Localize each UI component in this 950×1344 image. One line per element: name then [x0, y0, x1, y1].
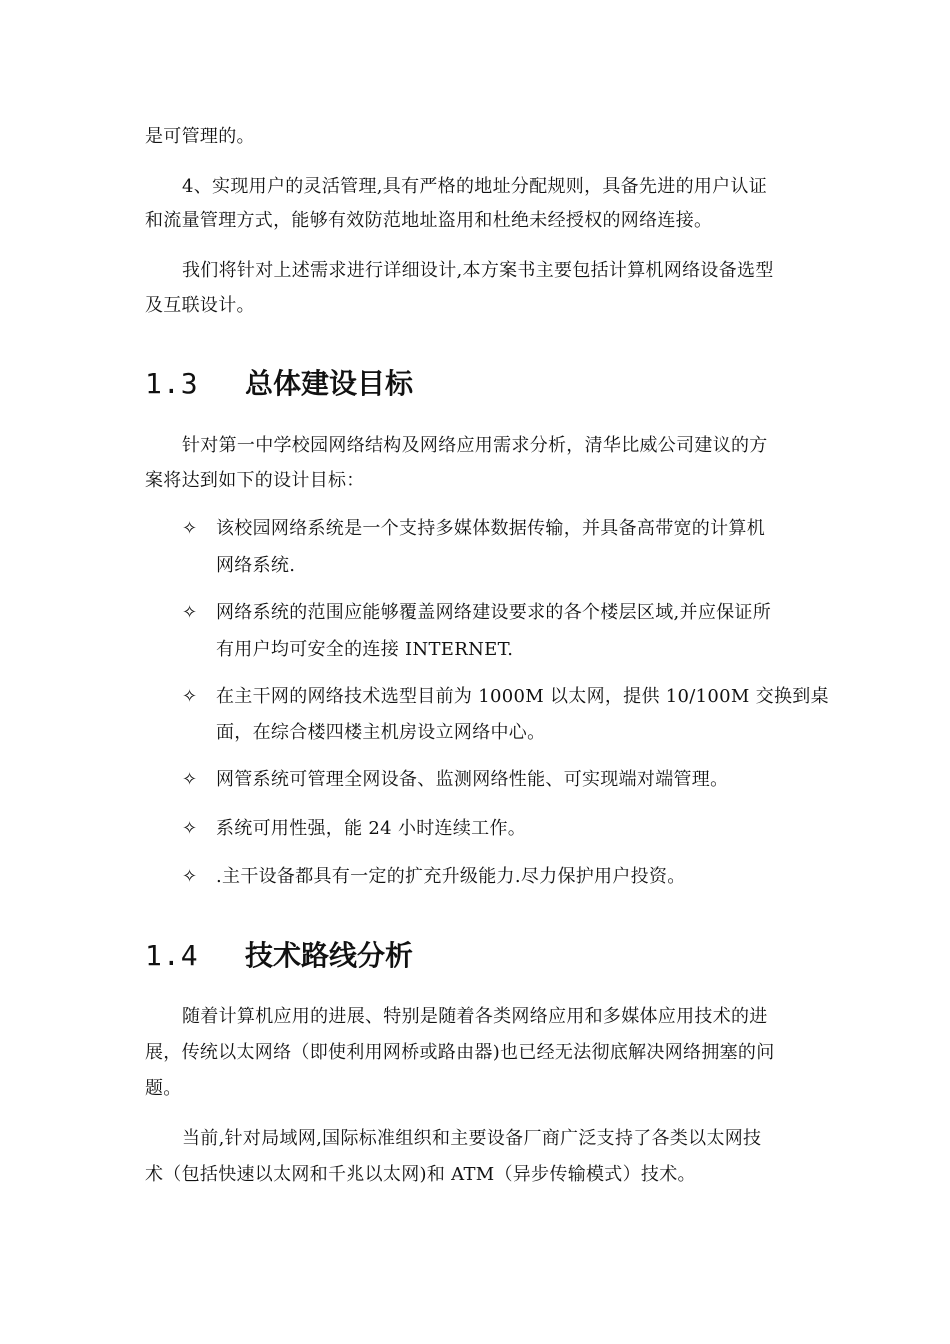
bullet-icon: ✧	[182, 686, 198, 707]
bullet-icon: ✧	[182, 866, 198, 887]
paragraph-plan-line-2: 及互联设计。	[145, 295, 255, 316]
bullet-1-line-2: 网络系统.	[216, 555, 296, 576]
paragraph-plan-line-1: 我们将针对上述需求进行详细设计,本方案书主要包括计算机网络设备选型	[182, 260, 774, 281]
section-1-4-para-1-line-2: 展，传统以太网络（即使利用网桥或路由器)也已经无法彻底解决网络拥塞的问	[145, 1042, 775, 1063]
section-1-4-para-2-line-1: 当前,针对局域网,国际标准组织和主要设备厂商广泛支持了各类以太网技	[182, 1128, 762, 1149]
paragraph-4-line-1: 4、实现用户的灵活管理,具有严格的地址分配规则，具备先进的用户认证	[182, 176, 768, 197]
section-title: 技术路线分析	[245, 939, 414, 972]
bullet-5-line-1: 系统可用性强，能 24 小时连续工作。	[216, 818, 527, 839]
paragraph-continuation-line: 是可管理的。	[145, 126, 255, 147]
bullet-1-line-1: 该校园网络系统是一个支持多媒体数据传输，并具备高带宽的计算机	[216, 518, 765, 539]
section-1-4-para-1-line-3: 题。	[145, 1078, 182, 1099]
bullet-4-line-1: 网管系统可管理全网设备、监测网络性能、可实现端对端管理。	[216, 769, 729, 790]
section-1-3-intro-line-2: 案将达到如下的设计目标：	[145, 470, 365, 491]
bullet-2-line-2: 有用户均可安全的连接 INTERNET.	[216, 639, 514, 660]
bullet-3-line-1: 在主干网的网络技术选型目前为 1000M 以太网，提供 10/100M 交换到桌	[216, 686, 829, 707]
bullet-icon: ✧	[182, 769, 198, 790]
section-number: 1.3	[145, 367, 199, 400]
section-number: 1.4	[145, 939, 199, 972]
bullet-2-line-1: 网络系统的范围应能够覆盖网络建设要求的各个楼层区域,并应保证所	[216, 602, 772, 623]
bullet-icon: ✧	[182, 818, 198, 839]
bullet-icon: ✧	[182, 518, 198, 539]
section-1-4-para-2-line-2: 术（包括快速以太网和千兆以太网)和 ATM（异步传输模式）技术。	[145, 1164, 696, 1185]
section-title: 总体建设目标	[245, 367, 414, 400]
bullet-icon: ✧	[182, 602, 198, 623]
bullet-3-line-2: 面，在综合楼四楼主机房设立网络中心。	[216, 722, 546, 743]
paragraph-4-line-2: 和流量管理方式，能够有效防范地址盗用和杜绝未经授权的网络连接。	[145, 210, 713, 231]
section-1-4-para-1-line-1: 随着计算机应用的进展、特别是随着各类网络应用和多媒体应用技术的进	[182, 1006, 768, 1027]
section-1-3-heading	[145, 366, 413, 402]
bullet-6-line-1: .主干设备都具有一定的扩充升级能力.尽力保护用户投资。	[216, 866, 686, 887]
section-1-3-intro-line-1: 针对第一中学校园网络结构及网络应用需求分析，清华比威公司建议的方	[182, 435, 768, 456]
section-1-4-heading	[145, 938, 413, 974]
